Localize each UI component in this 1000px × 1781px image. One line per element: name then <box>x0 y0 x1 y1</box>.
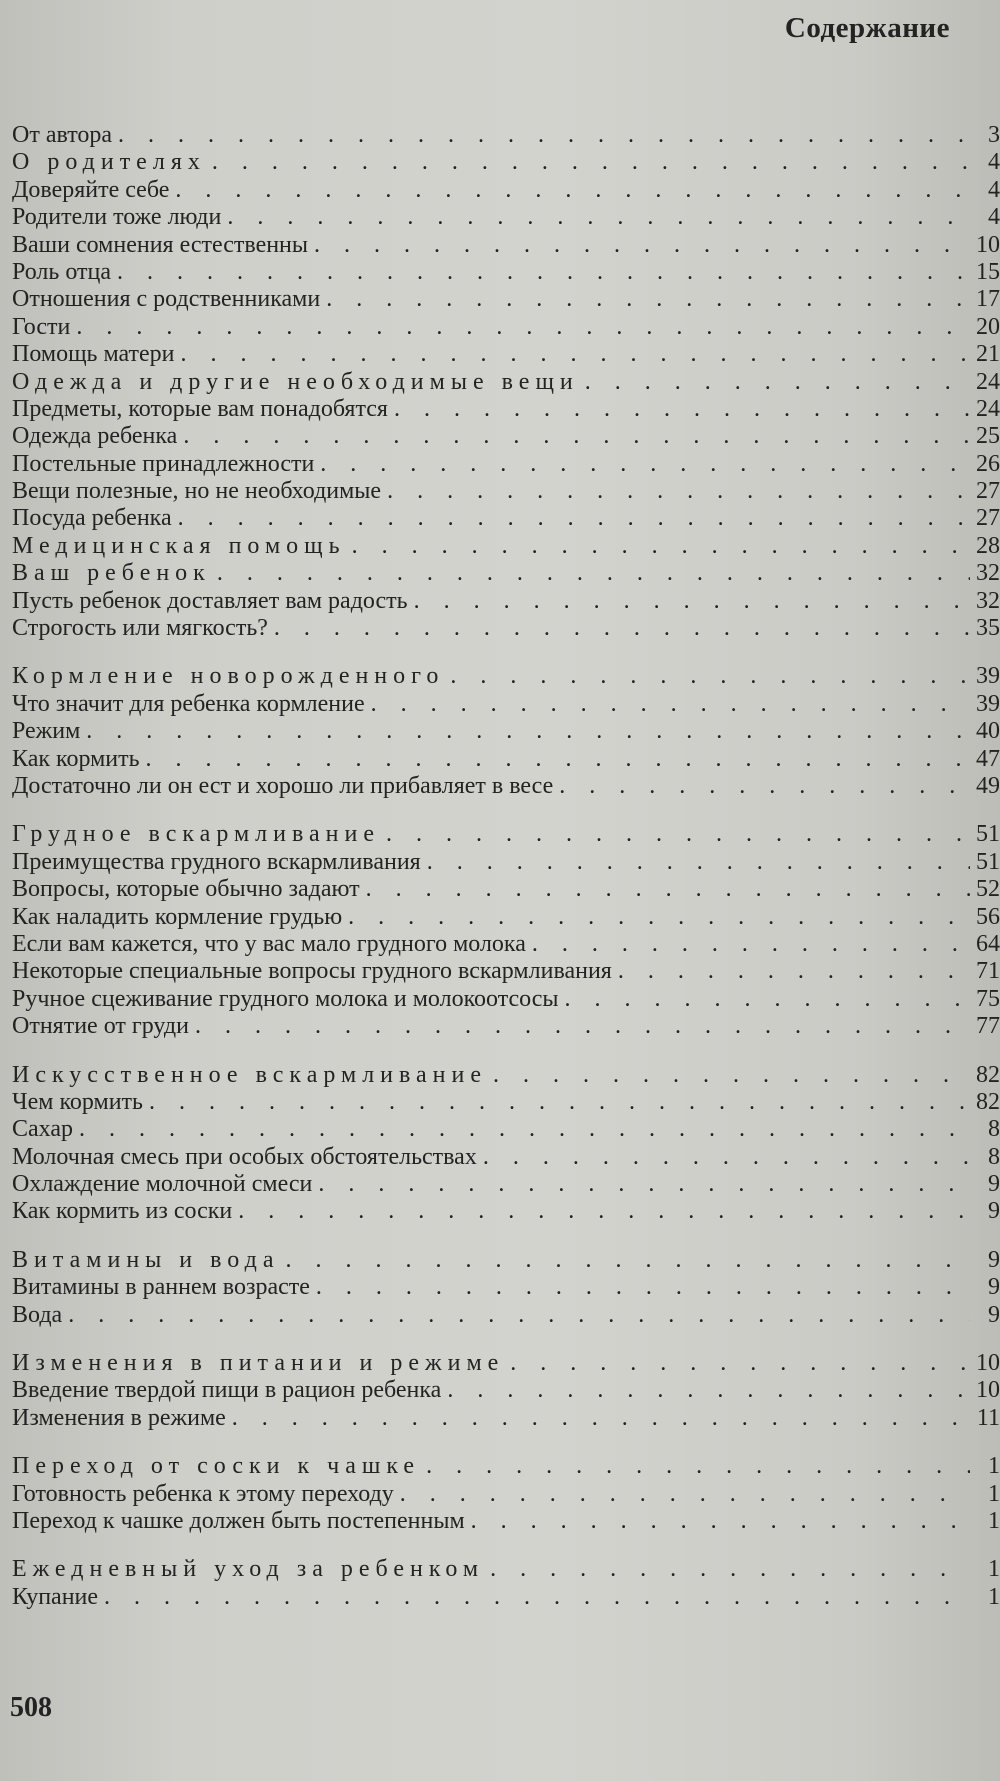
entry-page-number: 21 <box>976 341 1000 368</box>
toc-entry <box>12 451 1000 478</box>
toc-entry <box>12 177 1000 204</box>
dot-leader <box>274 615 970 642</box>
toc-section-entry <box>12 533 1000 560</box>
toc-group <box>12 1453 1000 1535</box>
toc-section-entry <box>12 663 1000 690</box>
toc-group <box>12 1062 1000 1226</box>
entry-title: Сахар <box>12 1116 73 1143</box>
entry-page-number: 39 <box>976 690 1000 717</box>
toc-entry <box>12 259 1000 286</box>
toc-entry <box>12 615 1000 642</box>
entry-page-number: 51 <box>976 821 1000 848</box>
toc-section-entry <box>12 1062 1000 1089</box>
entry-title: Пусть ребенок доставляет вам радость <box>12 587 408 614</box>
toc-entry <box>12 1508 1000 1535</box>
dot-leader <box>483 1144 970 1171</box>
dot-leader <box>118 122 970 149</box>
toc-entry <box>12 1274 1000 1301</box>
entry-title: Вопросы, которые обычно задают <box>12 876 360 903</box>
entry-page-number: 64 <box>976 930 1000 957</box>
dot-leader <box>117 259 970 286</box>
entry-title: Отнятие от груди <box>12 1013 189 1040</box>
dot-leader <box>104 1584 970 1611</box>
entry-page-number: 32 <box>976 560 1000 587</box>
entry-title: Вода <box>12 1301 63 1328</box>
dot-leader <box>217 560 970 587</box>
entry-page-number: 4 <box>988 204 1000 231</box>
entry-page-number: 51 <box>976 848 1000 875</box>
entry-page-number: 40 <box>976 718 1000 745</box>
entry-title: Отношения с родственниками <box>12 286 321 313</box>
toc-group <box>12 1247 1000 1329</box>
dot-leader <box>426 1453 970 1480</box>
toc-entry <box>12 876 1000 903</box>
entry-page-number: 24 <box>976 368 1000 395</box>
entry-page-number: 82 <box>976 1088 1000 1115</box>
dot-leader <box>326 286 970 313</box>
toc-entry <box>12 849 1000 876</box>
dot-leader <box>450 663 970 690</box>
entry-title: Медицинская помощь <box>12 532 346 559</box>
entry-page-number: 75 <box>976 985 1000 1012</box>
entry-title: Готовность ребенка к этому переходу <box>12 1480 394 1507</box>
dot-leader <box>320 451 970 478</box>
dot-leader <box>238 1198 970 1225</box>
entry-page-number: 11 <box>976 1404 1000 1431</box>
entry-page-number: 77 <box>976 1013 1000 1040</box>
toc-section-entry <box>12 1247 1000 1274</box>
entry-title: Как кормить <box>12 745 140 772</box>
entry-page-number: 9 <box>988 1198 1000 1225</box>
dot-leader <box>493 1062 970 1089</box>
dot-leader <box>371 691 970 718</box>
entry-page-number: 52 <box>976 876 1000 903</box>
toc-entry <box>12 1116 1000 1143</box>
entry-title: Грудное вскармливание <box>12 821 380 848</box>
entry-page-number: 39 <box>976 663 1000 690</box>
entry-page-number: 47 <box>976 745 1000 772</box>
entry-title: Охлаждение молочной смеси <box>12 1171 313 1198</box>
dot-leader <box>227 204 970 231</box>
entry-title: Как наладить кормление грудью <box>12 903 343 930</box>
entry-page-number: 82 <box>976 1061 1000 1088</box>
dot-leader <box>510 1350 970 1377</box>
toc-entry <box>12 588 1000 615</box>
entry-page-number: 71 <box>976 958 1000 985</box>
entry-title: Чем кормить <box>12 1088 143 1115</box>
entry-title: Кормление новорожденного <box>12 663 445 690</box>
entry-title: Изменения в режиме <box>12 1404 226 1431</box>
toc-entry <box>12 314 1000 341</box>
dot-leader <box>181 341 970 368</box>
entry-page-number: 4 <box>988 149 1000 176</box>
entry-page-number: 1 <box>988 1507 1000 1534</box>
entry-title: Что значит для ребенка кормление <box>12 690 365 717</box>
entry-page-number: 20 <box>976 313 1000 340</box>
dot-leader <box>76 314 970 341</box>
entry-title: Если вам кажется, что у вас мало грудного молока <box>12 930 526 957</box>
entry-page-number: 8 <box>988 1143 1000 1170</box>
dot-leader <box>212 149 970 176</box>
entry-title: Роль отца <box>12 258 112 285</box>
entry-page-number: 27 <box>976 505 1000 532</box>
toc-entry <box>12 986 1000 1013</box>
toc-group <box>12 1556 1000 1611</box>
entry-title: Витамины и вода <box>12 1246 280 1273</box>
toc-section-entry <box>12 821 1000 848</box>
toc-entry <box>12 505 1000 532</box>
toc-entry <box>12 1584 1000 1611</box>
dot-leader <box>414 588 970 615</box>
entry-title: Строгость или мягкость? <box>12 615 268 642</box>
entry-title: Гости <box>12 313 71 340</box>
toc-entry <box>12 122 1000 149</box>
toc-section-entry <box>12 560 1000 587</box>
dot-leader <box>79 1116 970 1143</box>
dot-leader <box>400 1481 970 1508</box>
entry-page-number: 10 <box>976 1350 1000 1377</box>
toc-entry <box>12 286 1000 313</box>
entry-title: Доверяйте себе <box>12 176 170 203</box>
entry-title: Купание <box>12 1583 99 1610</box>
entry-title: Достаточно ли он ест и хорошо ли прибавляет в весе <box>12 772 554 799</box>
entry-page-number: 3 <box>988 122 1000 148</box>
toc-entry <box>12 396 1000 423</box>
entry-page-number: 8 <box>988 1116 1000 1143</box>
entry-title: О родителях <box>12 149 206 176</box>
entry-title: Введение твердой пищи в рацион ребенка <box>12 1377 442 1404</box>
dot-leader <box>585 369 970 396</box>
toc-section-entry <box>12 149 1000 176</box>
toc-entry <box>12 904 1000 931</box>
dot-leader <box>352 533 970 560</box>
dot-leader <box>427 849 970 876</box>
dot-leader <box>232 1405 970 1432</box>
dot-leader <box>68 1302 970 1329</box>
dot-leader <box>285 1247 970 1274</box>
entry-title: Помощь матери <box>12 341 175 368</box>
dot-leader <box>318 1171 970 1198</box>
toc-entry <box>12 478 1000 505</box>
entry-title: Витамины в раннем возрасте <box>12 1274 310 1301</box>
entry-title: Как кормить из соски <box>12 1198 233 1225</box>
entry-page-number: 1 <box>988 1556 1000 1583</box>
toc-entry <box>12 1089 1000 1116</box>
entry-title: Искусственное вскармливание <box>12 1061 488 1088</box>
dot-leader <box>348 904 970 931</box>
dot-leader <box>490 1556 970 1583</box>
entry-title: Ежедневный уход за ребенком <box>12 1556 485 1583</box>
entry-title: Режим <box>12 718 81 745</box>
dot-leader <box>195 1013 970 1040</box>
dot-leader <box>559 773 970 800</box>
toc-entry <box>12 958 1000 985</box>
dot-leader <box>386 821 970 848</box>
dot-leader <box>532 931 970 958</box>
toc-group <box>12 1350 1000 1432</box>
entry-title: Ваш ребенок <box>12 560 211 587</box>
toc-entry <box>12 931 1000 958</box>
entry-page-number: 32 <box>976 587 1000 614</box>
toc-group <box>12 122 1000 642</box>
entry-page-number: 10 <box>976 1377 1000 1404</box>
entry-page-number: 35 <box>976 615 1000 642</box>
entry-page-number: 24 <box>976 395 1000 422</box>
dot-leader <box>175 177 970 204</box>
toc-section-entry <box>12 1556 1000 1583</box>
entry-title: Постельные принадлежности <box>12 450 315 477</box>
entry-page-number: 28 <box>976 532 1000 559</box>
toc-entry <box>12 746 1000 773</box>
entry-title: Молочная смесь при особых обстоятельствах <box>12 1143 477 1170</box>
entry-page-number: 1 <box>988 1583 1000 1610</box>
entry-page-number: 1 <box>988 1453 1000 1480</box>
entry-page-number: 17 <box>976 286 1000 313</box>
dot-leader <box>565 986 970 1013</box>
toc-entry <box>12 341 1000 368</box>
entry-page-number: 9 <box>988 1301 1000 1328</box>
entry-title: Посуда ребенка <box>12 505 172 532</box>
dot-leader <box>178 505 970 532</box>
entry-title: Ваши сомнения естественны <box>12 231 309 258</box>
entry-page-number: 27 <box>976 478 1000 505</box>
toc-entry <box>12 1198 1000 1225</box>
entry-title: Ручное сцеживание грудного молока и молокоотсосы <box>12 985 559 1012</box>
page-number: 508 <box>10 1692 52 1723</box>
entry-page-number: 26 <box>976 450 1000 477</box>
toc-entry <box>12 423 1000 450</box>
toc-entry <box>12 1405 1000 1432</box>
toc-entry <box>12 1171 1000 1198</box>
entry-page-number: 9 <box>988 1171 1000 1198</box>
entry-page-number: 9 <box>988 1274 1000 1301</box>
entry-page-number: 9 <box>988 1246 1000 1273</box>
entry-title: Одежда ребенка <box>12 423 178 450</box>
toc-section-entry <box>12 1350 1000 1377</box>
entry-page-number: 56 <box>976 903 1000 930</box>
toc-section-entry <box>12 1453 1000 1480</box>
entry-title: Изменения в питании и режиме <box>12 1350 505 1377</box>
entry-title: Одежда и другие необходимые вещи <box>12 368 579 395</box>
toc-entry <box>12 1302 1000 1329</box>
entry-title: Вещи полезные, но не необходимые <box>12 478 382 505</box>
toc-group <box>12 663 1000 800</box>
dot-leader <box>471 1508 970 1535</box>
toc-entry <box>12 1144 1000 1171</box>
toc-group <box>12 821 1000 1040</box>
entry-title: Преимущества грудного вскармливания <box>12 848 421 875</box>
toc-entry <box>12 1377 1000 1404</box>
dot-leader <box>86 718 970 745</box>
dot-leader <box>316 1274 970 1301</box>
dot-leader <box>146 746 970 773</box>
dot-leader <box>387 478 970 505</box>
dot-leader <box>394 396 970 423</box>
dot-leader <box>183 423 970 450</box>
entry-title: Переход от соски к чашке <box>12 1453 421 1480</box>
entry-page-number: 25 <box>976 423 1000 450</box>
dot-leader <box>149 1089 970 1116</box>
entry-title: Некоторые специальные вопросы грудного вскармливания <box>12 958 612 985</box>
entry-title: Переход к чашке должен быть постепенным <box>12 1507 465 1534</box>
toc-section-entry <box>12 369 1000 396</box>
toc-entry <box>12 773 1000 800</box>
entry-page-number: 15 <box>976 258 1000 285</box>
toc-entry <box>12 718 1000 745</box>
toc-entry <box>12 1481 1000 1508</box>
entry-page-number: 49 <box>976 772 1000 799</box>
toc-entry <box>12 204 1000 231</box>
toc-entry <box>12 232 1000 259</box>
dot-leader <box>618 958 970 985</box>
entry-page-number: 4 <box>988 176 1000 203</box>
page-title: Содержание <box>784 12 950 44</box>
entry-title: Предметы, которые вам понадобятся <box>12 395 388 422</box>
entry-title: Родители тоже люди <box>12 204 222 231</box>
dot-leader <box>366 876 970 903</box>
entry-page-number: 10 <box>976 231 1000 258</box>
entry-page-number: 1 <box>988 1480 1000 1507</box>
toc-entry <box>12 1013 1000 1040</box>
toc-entry <box>12 691 1000 718</box>
table-of-contents <box>12 122 1000 1632</box>
dot-leader <box>314 232 970 259</box>
entry-title: От автора <box>12 122 113 148</box>
dot-leader <box>447 1377 970 1404</box>
